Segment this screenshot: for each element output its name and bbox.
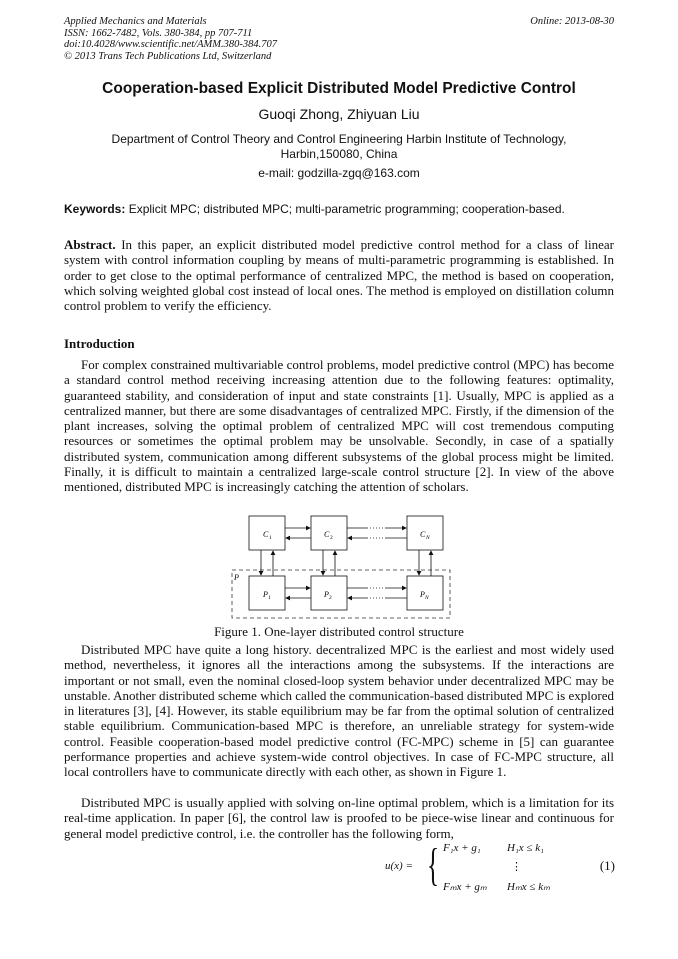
controller-c2 xyxy=(311,516,347,550)
plant-p1-label: P xyxy=(263,590,268,599)
figure-1-diagram xyxy=(225,508,455,620)
intro-p1-text: For complex constrained multivariable control problems, model predictive control (MPC) has become a standard control method receiving increasing attention due to the following features: optimality, guaranteed stability, and consideration of input and state constraints [1]. Usually, MPC is applied as a centralized manner, but there are some disadvantages of centralized MPC. Firstly, if the dimension of the plant increases, solving the optimal problem of centralized MPC will cost tremendous computing resources or sometimes the optimal problem may be unsolvable. Secondly, in case of a spatially distributed system, communication among different subsystems of the global process might be limited. Finally, it is difficult to maintain a centralized large-scale control structure [2]. In view of the above mentioned, distributed MPC is increasingly catching the attention of scholars. xyxy=(64,357,614,495)
controller-ellipsis xyxy=(367,528,385,538)
plant-pn xyxy=(407,576,443,610)
plant-p1 xyxy=(249,576,285,610)
plant-ellipsis xyxy=(367,588,385,598)
keywords-label: Keywords: xyxy=(64,202,126,216)
equation-1 xyxy=(385,838,615,898)
vertical-links xyxy=(261,550,431,576)
intro-p2-text: Distributed MPC have quite a long history. decentralized MPC is the earliest and most widely used method, nevertheless, it ignores all the interactions among the subsystems. If the interactions are important or not small, even the nominal closed-loop system behavior under decentralized MPC may be unstable. Another distributed scheme which called the communication-based distributed MPC is explored in literatures [3], [4]. However, its stable equilibrium may be far from the optimal solution of centralized stable equilibrium. Communication-based MPC is therefore, an unreliable strategy for system-wide control. Feasible cooperation-based model predictive control (FC-MPC) scheme in [5] can guarantee performance properties and achieve system-wide control objectives. In case of FC-MPC structure, all local controllers have to communicate directly with each other, as shown in Figure 1. xyxy=(64,642,614,780)
plant-boundary-label: P xyxy=(234,573,239,582)
controller-cn-sub: N xyxy=(426,535,430,541)
equation-row-2-cond: ⋮ xyxy=(511,861,522,873)
plant-p2 xyxy=(311,576,347,610)
intro-paragraph-1 xyxy=(64,357,614,495)
controller-c1 xyxy=(249,516,285,550)
intro-paragraph-2 xyxy=(64,642,614,780)
abstract xyxy=(64,237,614,313)
equation-row-1-cond: H₁x ≤ k₁ xyxy=(507,842,544,854)
controller-c2-label: C xyxy=(324,530,330,539)
online-date: Online: 2013-08-30 xyxy=(530,16,614,27)
equation-row-3-expr: Fₘx + gₘ xyxy=(443,881,487,893)
controller-c2-sub: 2 xyxy=(330,535,333,541)
equation-number: (1) xyxy=(599,858,615,873)
copyright-line: © 2013 Trans Tech Publications Ltd, Switzerland xyxy=(64,50,272,62)
plant-pn-sub: N xyxy=(425,595,429,601)
plant-p2-label: P xyxy=(324,590,329,599)
journal-name: Applied Mechanics and Materials xyxy=(64,16,207,27)
affiliation: Department of Control Theory and Control Engineering Harbin Institute of Technology, Harbin,150080, China xyxy=(111,132,567,161)
controller-cn-label: C xyxy=(420,530,426,539)
abstract-text: In this paper, an explicit distributed model predictive control method for a class of linear system with control information coupling by means of multi-parametric programming is established. In order to get close to the optimal performance of centralized MPC, the method is based on cooperation, which solving weighted global cost instead of local ones. The method is employed on distillation column control problem to verify the efficiency. xyxy=(64,237,614,314)
paper-title: Cooperation-based Explicit Distributed Model Predictive Control xyxy=(102,80,576,97)
plant-pn-label: P xyxy=(420,590,425,599)
intro-paragraph-3 xyxy=(64,795,614,841)
issn-line: ISSN: 1662-7482, Vols. 380-384, pp 707-711 xyxy=(64,27,253,39)
controller-cn xyxy=(407,516,443,550)
controller-c1-label: C xyxy=(263,530,269,539)
abstract-label: Abstract. xyxy=(64,237,116,252)
email: e-mail: godzilla-zgq@163.com xyxy=(258,166,420,180)
figure-1-caption: Figure 1. One-layer distributed control structure xyxy=(214,624,464,639)
keywords xyxy=(64,202,624,216)
equation-row-1-expr: F₁x + g₁ xyxy=(443,842,481,854)
equation-lhs: u(x) = xyxy=(385,860,413,872)
intro-p3-text: Distributed MPC is usually applied with solving on-line optimal problem, which is a limitation for its real-time application. In paper [6], the control law is proofed to be piece-wise linear and continuous for general model predictive control, i.e. the controller has the following form, xyxy=(64,795,614,841)
keywords-text: Explicit MPC; distributed MPC; multi-parametric programming; cooperation-based. xyxy=(125,202,565,216)
plant-p2-sub: 2 xyxy=(329,595,332,601)
equation-brace: { xyxy=(427,839,440,890)
section-heading-introduction: Introduction xyxy=(64,336,135,351)
doi-line: doi:10.4028/www.scientific.net/AMM.380-384.707 xyxy=(64,39,277,50)
running-header xyxy=(64,16,277,62)
controller-c1-sub: 1 xyxy=(269,535,272,541)
plant-p1-sub: 1 xyxy=(268,595,271,601)
equation-row-3-cond: Hₘx ≤ kₘ xyxy=(507,881,550,893)
authors: Guoqi Zhong, Zhiyuan Liu xyxy=(258,106,420,122)
